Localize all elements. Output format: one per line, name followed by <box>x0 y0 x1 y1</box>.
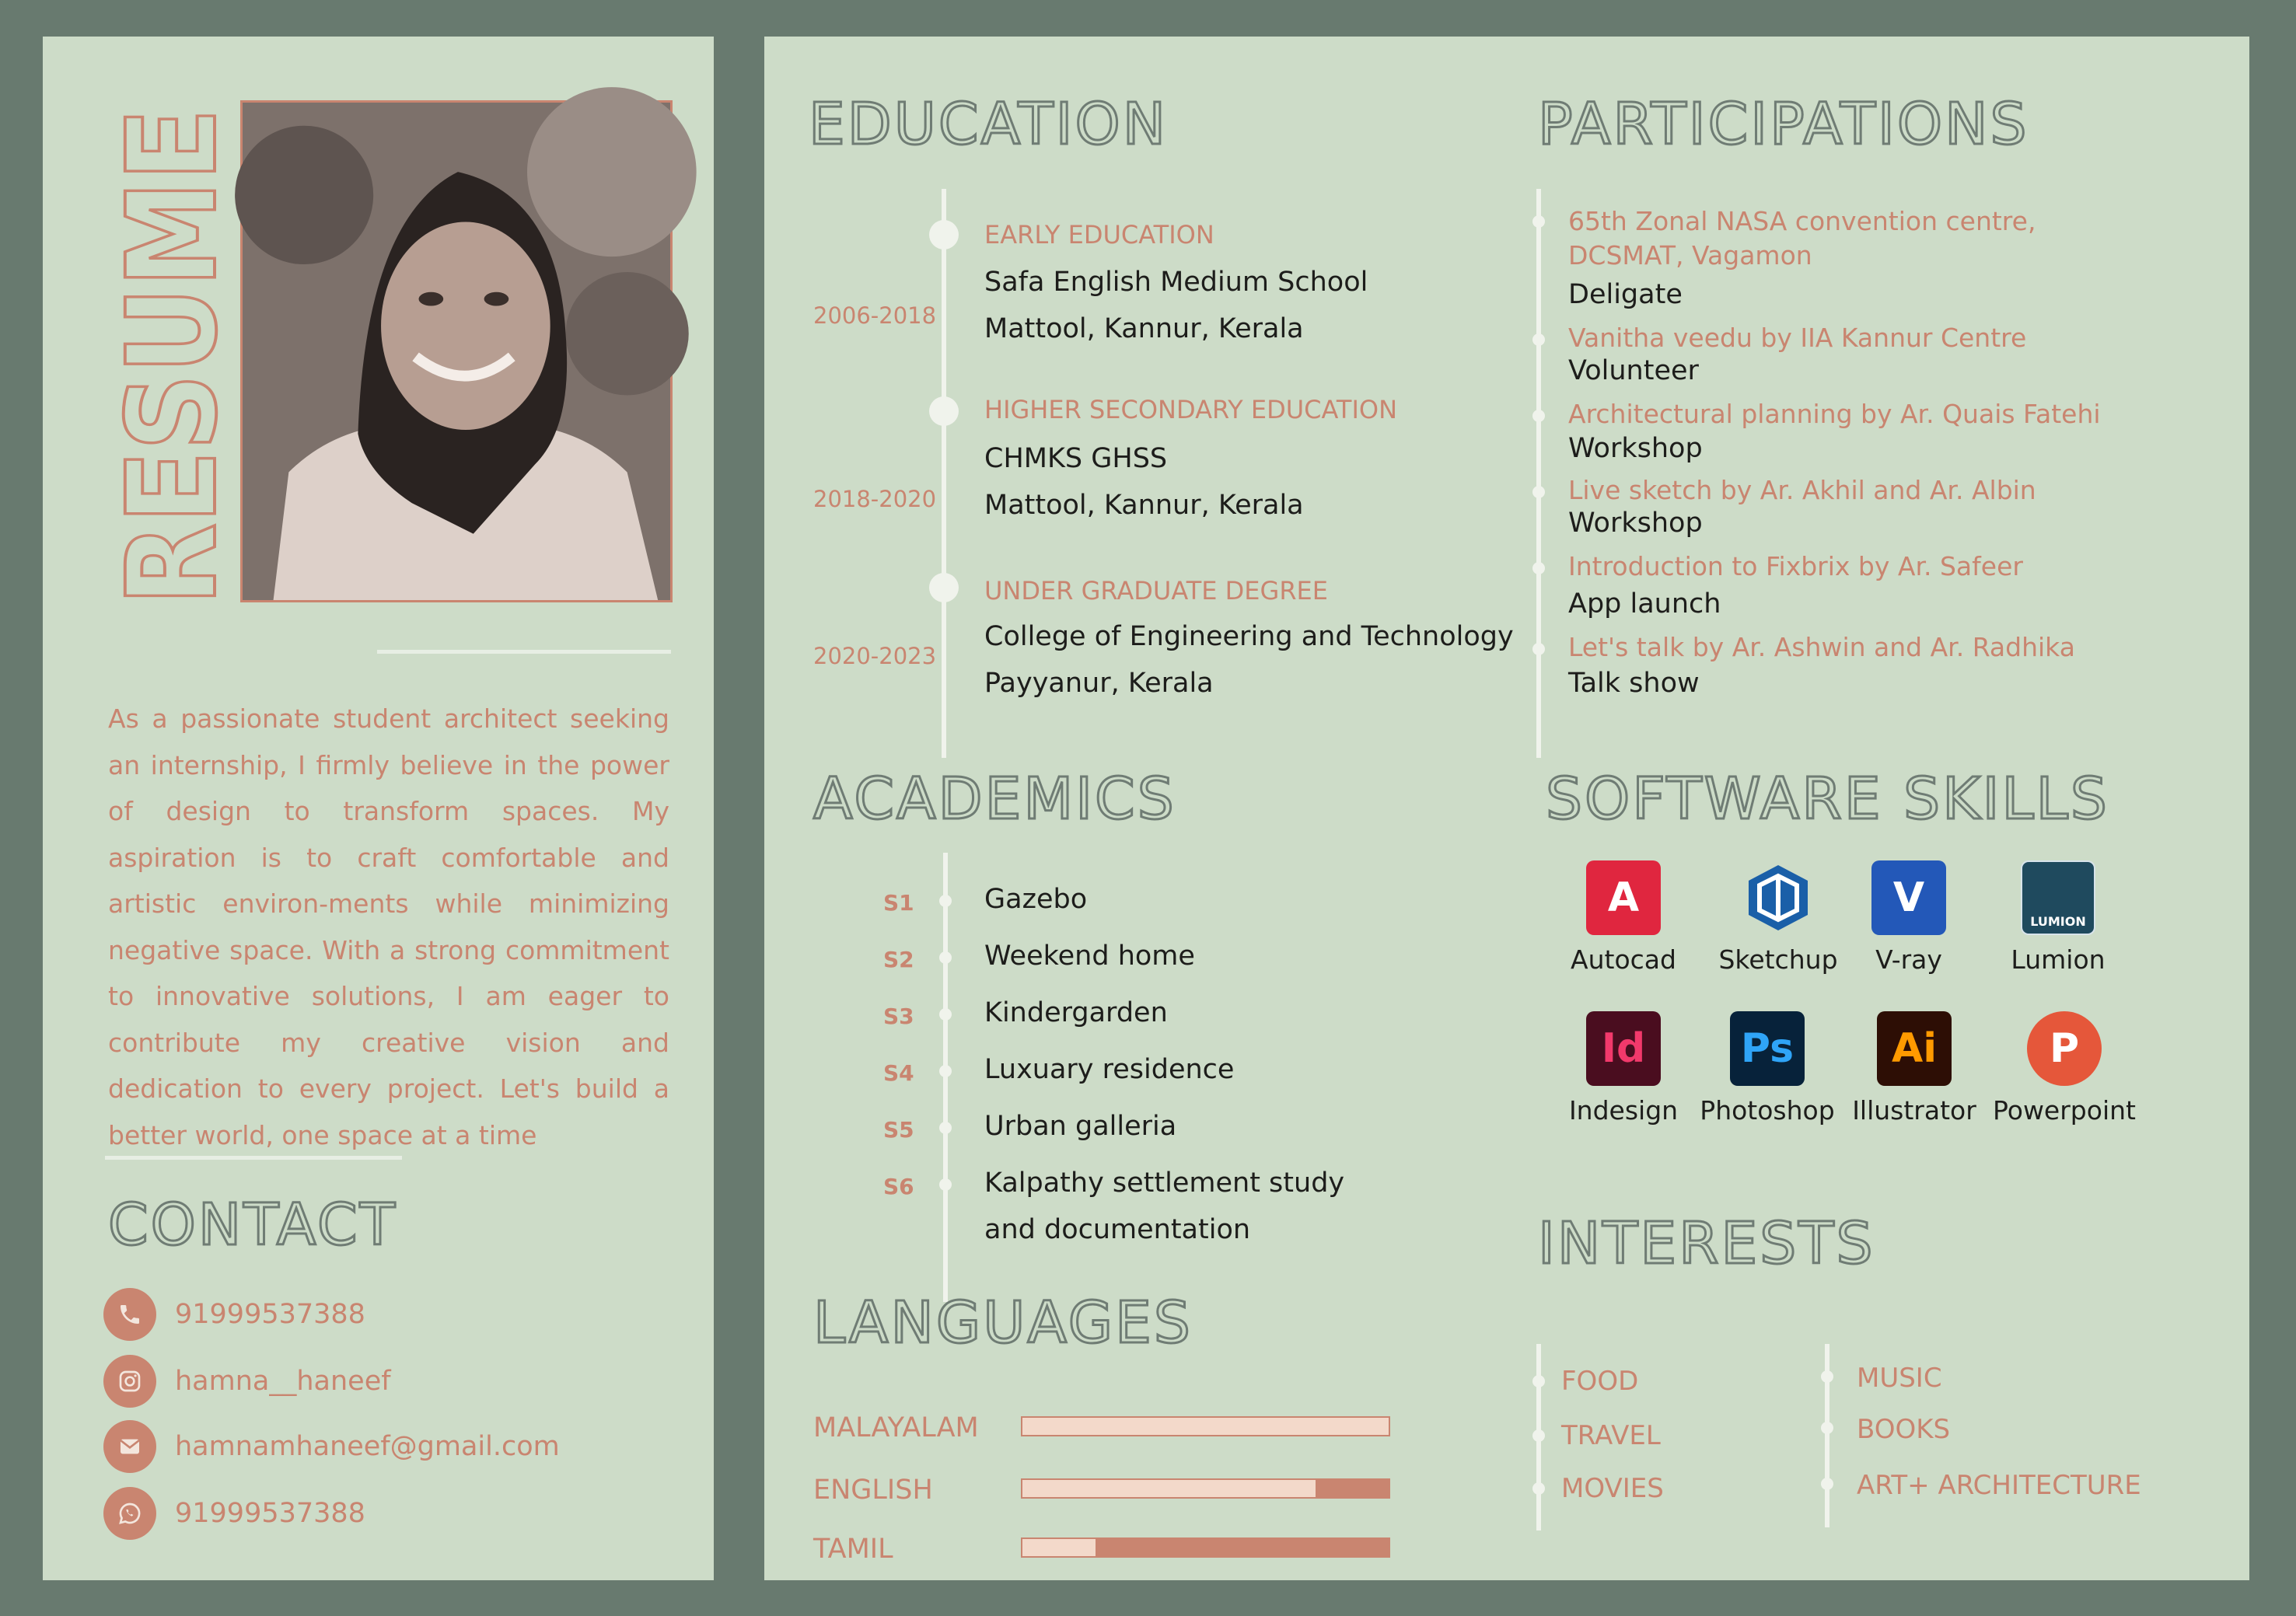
contact-whatsapp[interactable] <box>103 1487 365 1540</box>
software-vray <box>1831 860 1987 975</box>
language-level-fill <box>1316 1480 1389 1497</box>
timeline-dot <box>1821 1478 1833 1490</box>
instagram-text: hamna__haneef <box>175 1366 391 1397</box>
participation-title: Architectural planning by Ar. Quais Fatehi <box>1568 399 2101 429</box>
education-place: Mattool, Kannur, Kerala <box>984 490 1304 521</box>
language-name: TAMIL <box>813 1534 893 1565</box>
participation-role: Deligate <box>1568 279 1683 310</box>
timeline-dot <box>1532 410 1545 422</box>
participation-title: Let's talk by Ar. Ashwin and Ar. Radhika <box>1568 632 2075 662</box>
timeline-dot <box>1532 1375 1545 1387</box>
resume-heading-text: RESUME <box>101 33 244 606</box>
divider <box>105 1156 402 1160</box>
autocad-icon: A <box>1586 860 1661 935</box>
software-title: SOFTWARE SKILLS <box>1546 766 2109 832</box>
instagram-icon <box>103 1355 156 1408</box>
details-panel <box>764 37 2249 1580</box>
software-name: Autocad <box>1571 944 1676 975</box>
academic-project: Kalpathy settlement study <box>984 1167 1345 1199</box>
software-name: Sketchup <box>1718 944 1838 975</box>
profile-photo <box>240 100 673 602</box>
timeline-dot <box>1532 333 1545 346</box>
languages-title: LANGUAGES <box>813 1290 1193 1356</box>
software-photoshop <box>1690 1011 1845 1126</box>
language-level-bar <box>1021 1537 1390 1558</box>
timeline-dot <box>929 396 959 426</box>
language-name: ENGLISH <box>813 1475 933 1506</box>
contact-instagram[interactable] <box>103 1355 391 1408</box>
academic-project: and documentation <box>984 1214 1251 1245</box>
software-illustrator <box>1836 1011 1992 1126</box>
interest-item: BOOKS <box>1857 1414 1951 1445</box>
timeline-dot <box>1532 1482 1545 1495</box>
contact-email[interactable] <box>103 1420 560 1473</box>
language-name: MALAYALAM <box>813 1412 979 1443</box>
illustrator-icon: Ai <box>1877 1011 1952 1086</box>
education-years: 2018-2020 <box>813 486 937 512</box>
education-years: 2006-2018 <box>813 302 937 329</box>
about-text: As a passionate student architect seeking an internship, I firmly believe in the power of design to transform spaces. My aspiration is to craft comfortable and artistic environ-ments while minimizing negative space. With a strong commitment to innovative solutions, I am eager to contribute my creative vision and dedication to every project. Let's build a better world, one space at a time <box>108 703 669 1150</box>
phone-icon <box>103 1288 156 1341</box>
semester-label: S4 <box>883 1060 914 1086</box>
resume-heading <box>101 33 244 612</box>
software-name: Photoshop <box>1700 1095 1835 1126</box>
semester-label: S6 <box>883 1174 914 1199</box>
timeline-dot <box>1821 1370 1833 1383</box>
divider <box>377 650 671 654</box>
software-lumion <box>1980 860 2136 975</box>
participations-timeline <box>1536 189 1541 758</box>
interest-item: MUSIC <box>1857 1363 1942 1394</box>
whatsapp-text: 91999537388 <box>175 1498 365 1529</box>
timeline-dot <box>1532 215 1545 228</box>
email-text: hamnamhaneef@gmail.com <box>175 1431 560 1462</box>
whatsapp-icon <box>103 1487 156 1540</box>
education-years: 2020-2023 <box>813 643 937 669</box>
timeline-dot <box>1532 562 1545 574</box>
academic-project: Weekend home <box>984 941 1195 972</box>
interest-item: TRAVEL <box>1561 1420 1661 1451</box>
software-name: Indesign <box>1568 1095 1679 1126</box>
contact-phone[interactable] <box>103 1288 365 1341</box>
timeline-dot <box>1821 1422 1833 1434</box>
participation-role: Workshop <box>1568 433 1703 464</box>
powerpoint-icon: P <box>2027 1011 2102 1086</box>
academic-project: Gazebo <box>984 884 1088 915</box>
semester-label: S5 <box>883 1117 914 1143</box>
academics-title: ACADEMICS <box>813 766 1176 832</box>
timeline-dot <box>1532 643 1545 655</box>
interest-item: ART+ ARCHITECTURE <box>1857 1470 2141 1501</box>
participations-title: PARTICIPATIONS <box>1538 91 2029 158</box>
software-indesign <box>1546 1011 1701 1126</box>
education-school: CHMKS GHSS <box>984 443 1168 474</box>
timeline-dot <box>929 573 959 602</box>
participation-title: DCSMAT, Vagamon <box>1568 240 1812 270</box>
participation-role: Volunteer <box>1568 355 1699 386</box>
indesign-icon: Id <box>1586 1011 1661 1086</box>
profile-panel <box>43 33 714 1580</box>
education-place: Mattool, Kannur, Kerala <box>984 313 1304 344</box>
software-name: V-ray <box>1875 944 1942 975</box>
language-level-bar <box>1021 1416 1390 1436</box>
sketchup-icon <box>1741 860 1815 935</box>
timeline-dot <box>929 220 959 250</box>
software-name: Illustrator <box>1852 1095 1976 1126</box>
participation-role: Workshop <box>1568 508 1703 539</box>
software-name: Powerpoint <box>1993 1095 2136 1126</box>
language-level-fill <box>1096 1539 1389 1556</box>
photoshop-icon: Ps <box>1730 1011 1805 1086</box>
academic-project: Kindergarden <box>984 997 1168 1028</box>
semester-label: S3 <box>883 1003 914 1029</box>
interests-title: INTERESTS <box>1538 1210 1875 1277</box>
mail-icon <box>103 1420 156 1473</box>
participation-title: 65th Zonal NASA convention centre, <box>1568 206 2036 236</box>
education-heading: EARLY EDUCATION <box>984 220 1214 250</box>
language-level-bar <box>1021 1478 1390 1499</box>
timeline-dot <box>939 1178 952 1191</box>
education-timeline <box>942 189 946 758</box>
academic-project: Luxuary residence <box>984 1054 1235 1085</box>
vray-icon: V <box>1871 860 1946 935</box>
academics-timeline <box>943 853 948 1302</box>
interest-item: MOVIES <box>1561 1473 1664 1504</box>
phone-text: 91999537388 <box>175 1299 365 1330</box>
timeline-dot <box>939 1065 952 1077</box>
participation-role: Talk show <box>1568 668 1700 699</box>
education-heading: UNDER GRADUATE DEGREE <box>984 576 1328 606</box>
contact-title: CONTACT <box>108 1192 397 1258</box>
education-heading: HIGHER SECONDARY EDUCATION <box>984 395 1397 424</box>
software-name: Lumion <box>2011 944 2106 975</box>
academic-project: Urban galleria <box>984 1111 1177 1142</box>
participation-title: Introduction to Fixbrix by Ar. Safeer <box>1568 551 2023 581</box>
education-school: Safa English Medium School <box>984 267 1368 298</box>
participation-role: App launch <box>1568 588 1721 620</box>
timeline-dot <box>939 895 952 907</box>
semester-label: S2 <box>883 947 914 972</box>
participation-title: Live sketch by Ar. Akhil and Ar. Albin <box>1568 475 2036 505</box>
timeline-dot <box>939 951 952 964</box>
timeline-dot <box>939 1008 952 1021</box>
education-title: EDUCATION <box>809 91 1169 158</box>
education-school: College of Engineering and Technology <box>984 621 1514 652</box>
lumion-icon: LUMION <box>2021 860 2095 935</box>
timeline-dot <box>1532 1429 1545 1442</box>
software-powerpoint <box>1987 1011 2142 1126</box>
interest-item: FOOD <box>1561 1366 1639 1397</box>
participation-title: Vanitha veedu by IIA Kannur Centre <box>1568 323 2027 353</box>
timeline-dot <box>1532 486 1545 498</box>
semester-label: S1 <box>883 890 914 916</box>
timeline-dot <box>939 1122 952 1134</box>
education-place: Payyanur, Kerala <box>984 668 1214 699</box>
software-autocad <box>1546 860 1701 975</box>
